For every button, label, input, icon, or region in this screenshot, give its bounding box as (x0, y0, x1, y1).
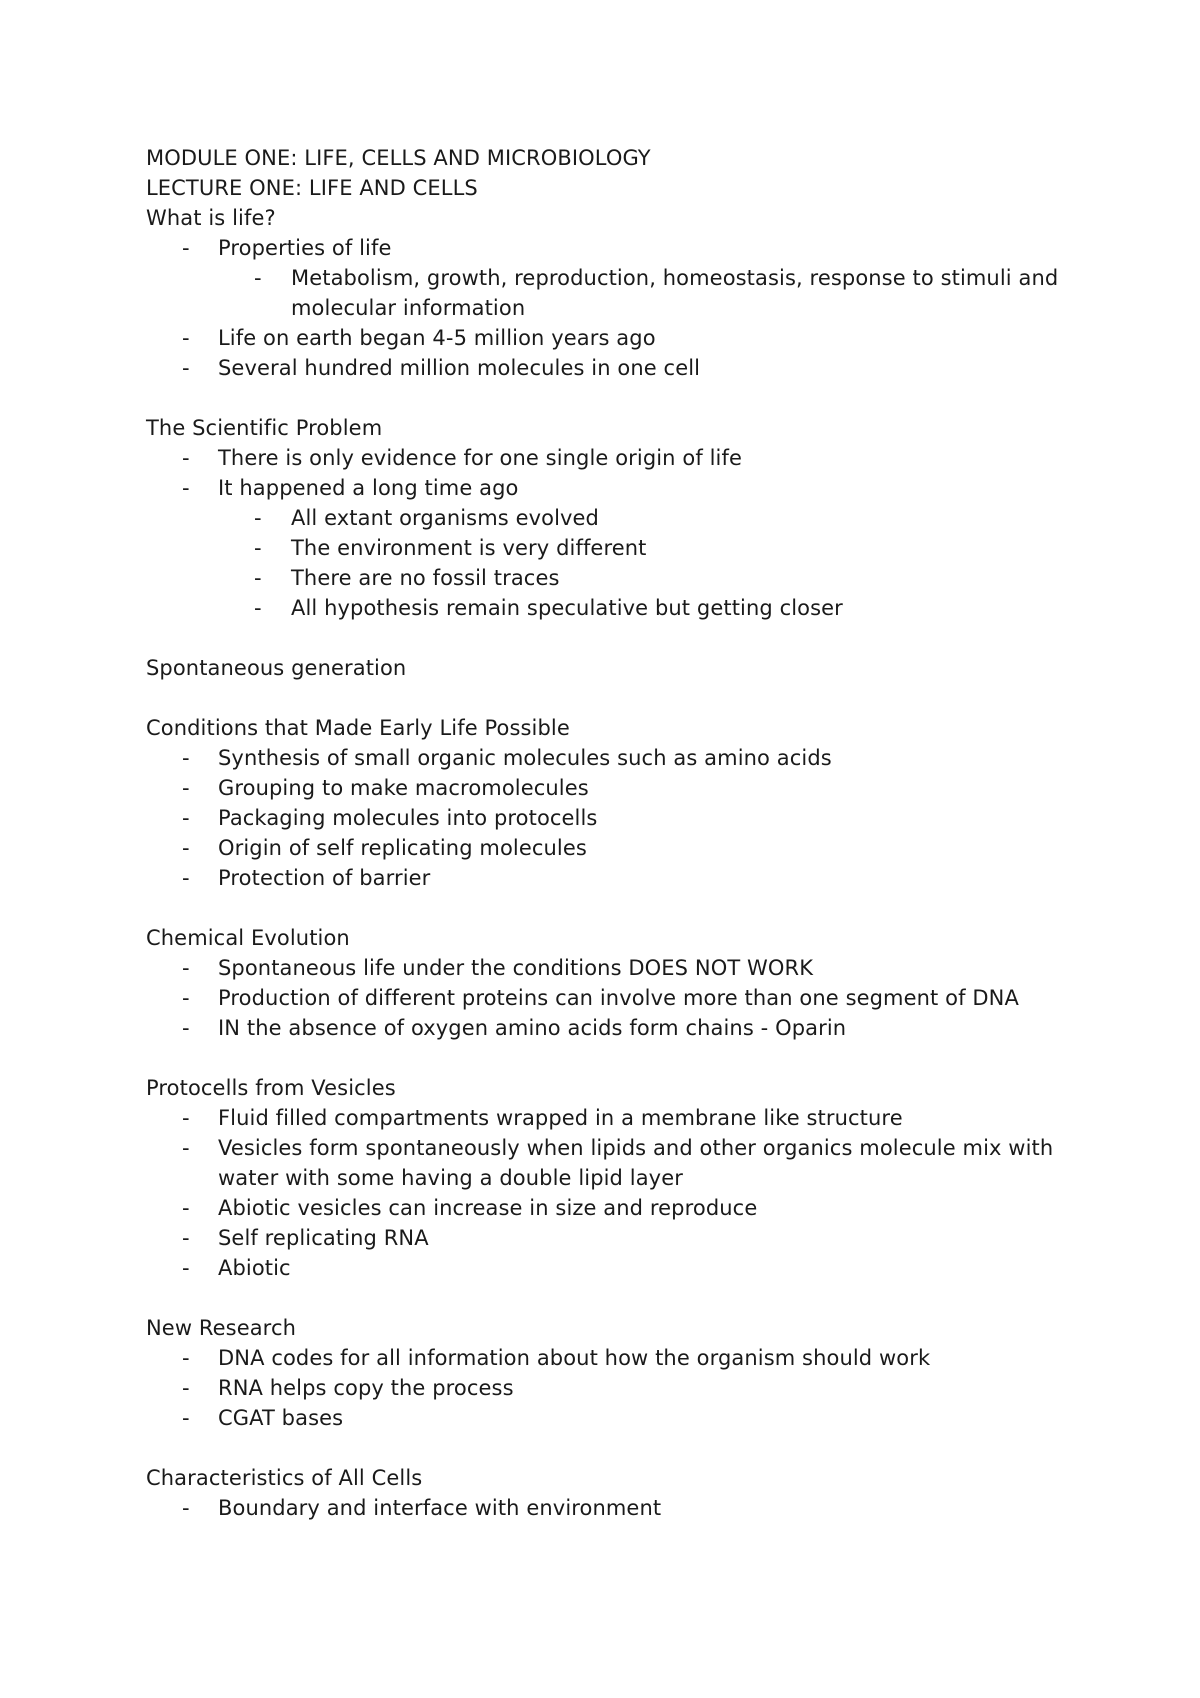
section-cell-characteristics (146, 1463, 1066, 1523)
list-item-text: Fluid filled compartments wrapped in a membrane like structure (218, 1106, 903, 1130)
list-item (146, 1343, 1066, 1373)
bullet-dash: - (182, 806, 190, 830)
list-item (146, 503, 1066, 533)
bullet-dash: - (182, 1226, 190, 1250)
bullet-dash: - (254, 506, 262, 530)
list-item (146, 1013, 1066, 1043)
bullet-dash: - (254, 266, 262, 290)
list-item (146, 833, 1066, 863)
list-item (146, 1193, 1066, 1223)
bullet-dash: - (182, 986, 190, 1010)
bullet-dash: - (182, 1106, 190, 1130)
list-item-text: Properties of life (218, 236, 392, 260)
section-chemical-evolution (146, 923, 1066, 1043)
bullet-dash: - (182, 1016, 190, 1040)
bullet-dash: - (182, 476, 190, 500)
list-item (146, 473, 1066, 503)
list-item-text: RNA helps copy the process (218, 1376, 514, 1400)
bullet-dash: - (182, 236, 190, 260)
blank-line (146, 623, 1066, 653)
list-item (146, 1493, 1066, 1523)
list-item (146, 863, 1066, 893)
bullet-dash: - (182, 866, 190, 890)
list-item-text: DNA codes for all information about how the organism should work (218, 1346, 931, 1370)
list-item-text: Vesicles form spontaneously when lipids and other organics molecule mix with water with some having a double lipid layer (218, 1136, 1054, 1190)
bullet-dash: - (182, 1376, 190, 1400)
list-item (146, 563, 1066, 593)
blank-line (146, 1283, 1066, 1313)
list-item-text: Synthesis of small organic molecules such as amino acids (218, 746, 832, 770)
section-heading: New Research (146, 1316, 297, 1340)
list-item (146, 1103, 1066, 1133)
section-heading: Conditions that Made Early Life Possible (146, 716, 570, 740)
list-item-text: IN the absence of oxygen amino acids form chains - Oparin (218, 1016, 847, 1040)
section-protocells (146, 1073, 1066, 1283)
blank-line (146, 1043, 1066, 1073)
document-body (146, 143, 1066, 1523)
bullet-dash: - (254, 536, 262, 560)
bullet-dash: - (182, 1346, 190, 1370)
list-item (146, 773, 1066, 803)
section-heading: Chemical Evolution (146, 926, 350, 950)
list-item-text: Spontaneous life under the conditions DOES NOT WORK (218, 956, 814, 980)
bullet-dash: - (182, 1136, 190, 1160)
list-item-text: Boundary and interface with environment (218, 1496, 662, 1520)
list-item-text: Production of different proteins can involve more than one segment of DNA (218, 986, 1019, 1010)
list-item (146, 1403, 1066, 1433)
list-item-text: Abiotic vesicles can increase in size and reproduce (218, 1196, 758, 1220)
bullet-dash: - (254, 596, 262, 620)
section-heading: What is life? (146, 206, 276, 230)
bullet-dash: - (254, 566, 262, 590)
list-item-text: Protection of barrier (218, 866, 431, 890)
bullet-dash: - (182, 1256, 190, 1280)
list-item-text: Life on earth began 4-5 million years ago (218, 326, 656, 350)
list-item (146, 1373, 1066, 1403)
list-item-text: All extant organisms evolved (291, 506, 599, 530)
list-item (146, 1253, 1066, 1283)
section-heading: The Scientific Problem (146, 416, 383, 440)
list-item (146, 953, 1066, 983)
list-item-text: It happened a long time ago (218, 476, 519, 500)
section-new-research (146, 1313, 1066, 1433)
list-item (146, 533, 1066, 563)
section-spontaneous-generation (146, 653, 1066, 683)
blank-line (146, 893, 1066, 923)
bullet-dash: - (182, 836, 190, 860)
list-item-text: CGAT bases (218, 1406, 344, 1430)
bullet-dash: - (182, 776, 190, 800)
list-item-text: All hypothesis remain speculative but getting closer (291, 596, 843, 620)
lecture-title: LECTURE ONE: LIFE AND CELLS (146, 176, 478, 200)
list-item-text: Metabolism, growth, reproduction, homeostasis, response to stimuli and molecular information (291, 266, 1059, 320)
bullet-dash: - (182, 446, 190, 470)
section-early-life-conditions (146, 713, 1066, 893)
list-item-text: Self replicating RNA (218, 1226, 429, 1250)
module-title: MODULE ONE: LIFE, CELLS AND MICROBIOLOGY (146, 146, 651, 170)
list-item (146, 323, 1066, 353)
bullet-dash: - (182, 1406, 190, 1430)
list-item (146, 1223, 1066, 1253)
bullet-dash: - (182, 356, 190, 380)
section-heading: Spontaneous generation (146, 656, 407, 680)
list-item-text: Abiotic (218, 1256, 291, 1280)
list-item (146, 743, 1066, 773)
list-item (146, 353, 1066, 383)
list-item-text: Grouping to make macromolecules (218, 776, 589, 800)
list-item (146, 233, 1066, 263)
bullet-dash: - (182, 1196, 190, 1220)
bullet-dash: - (182, 326, 190, 350)
list-item-text: Packaging molecules into protocells (218, 806, 598, 830)
list-item (146, 263, 1066, 323)
list-item-text: There are no fossil traces (291, 566, 560, 590)
list-item (146, 1133, 1066, 1193)
list-item (146, 593, 1066, 623)
list-item-text: The environment is very different (291, 536, 647, 560)
list-item (146, 803, 1066, 833)
blank-line (146, 683, 1066, 713)
bullet-dash: - (182, 956, 190, 980)
section-what-is-life (146, 203, 1066, 383)
blank-line (146, 1433, 1066, 1463)
bullet-dash: - (182, 746, 190, 770)
list-item (146, 983, 1066, 1013)
blank-line (146, 383, 1066, 413)
list-item-text: There is only evidence for one single origin of life (218, 446, 742, 470)
list-item-text: Several hundred million molecules in one cell (218, 356, 701, 380)
section-heading: Protocells from Vesicles (146, 1076, 396, 1100)
list-item-text: Origin of self replicating molecules (218, 836, 587, 860)
section-scientific-problem (146, 413, 1066, 623)
list-item (146, 443, 1066, 473)
section-heading: Characteristics of All Cells (146, 1466, 423, 1490)
bullet-dash: - (182, 1496, 190, 1520)
